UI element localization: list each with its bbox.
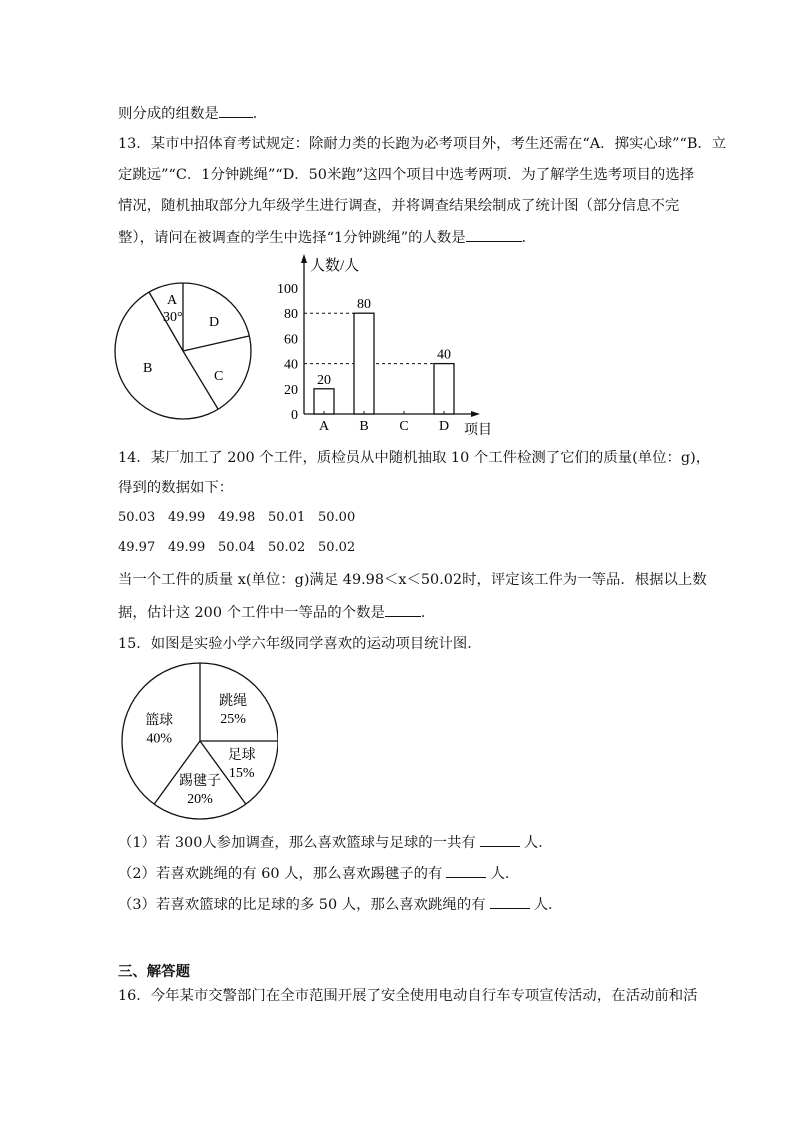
q15-title: 15．如图是实验小学六年级同学喜欢的运动项目统计图． xyxy=(118,636,482,652)
pie-slice-label: 踢毽子 xyxy=(179,773,221,789)
answer-blank[interactable] xyxy=(219,103,253,118)
pie-slice-percent: 40% xyxy=(146,731,173,747)
x-axis-label: 项目 xyxy=(464,423,492,438)
pie-slice-percent: 20% xyxy=(187,791,213,807)
q14-data-row-1: 50.03 49.99 49.98 50.01 50.00 xyxy=(118,510,356,525)
pie-label-a-angle: 30° xyxy=(163,310,183,325)
pie-divider-c-b xyxy=(183,351,218,409)
q15-sub-2: （2）若喜欢跳绳的有 60 人，那么喜欢踢毽子的有 人． xyxy=(118,863,519,884)
bar-value-label: 40 xyxy=(437,347,451,363)
q13-line-2: 定跳远”“C．1分钟跳绳”“D．50米跑”这四个项目中选考两项．为了解学生选考项目的选择 xyxy=(118,167,695,183)
q12-tail-line: 则分成的组数是 ． xyxy=(118,103,267,124)
bar-D xyxy=(434,364,454,414)
y-tick-label: 40 xyxy=(284,357,298,373)
q15-sub-1: （1）若 300人参加调查，那么喜欢篮球与足球的一共有 人． xyxy=(118,832,553,853)
pie-label-b: B xyxy=(143,361,153,376)
q13-pie-chart xyxy=(112,280,262,430)
pie-divider-d-c xyxy=(183,336,249,351)
y-tick-label: 0 xyxy=(291,408,298,423)
q15-pie-chart xyxy=(118,662,278,822)
y-axis-arrow xyxy=(301,254,307,263)
x-tick-label: A xyxy=(318,419,330,434)
bar-B xyxy=(354,313,374,414)
y-tick-label: 20 xyxy=(284,382,298,398)
q14-line-3: 当一个工件的质量 x(单位：g)满足 49.98＜x＜50.02时，评定该工件为一等品．根据以上数 xyxy=(118,572,707,588)
q13-line-3: 情况，随机抽取部分九年级学生进行调查，并将调查结果绘制成了统计图（部分信息不完 xyxy=(118,198,680,214)
x-tick-label: C xyxy=(399,419,409,434)
y-tick-label: 80 xyxy=(284,307,298,323)
answer-blank[interactable] xyxy=(446,863,486,878)
pie-label-a: A xyxy=(167,293,178,308)
y-tick-label: 100 xyxy=(277,282,298,297)
y-axis-label: 人数/人 xyxy=(310,258,360,274)
pie-slice-label: 足球 xyxy=(227,748,256,764)
q13-line-4: 整），请问在被调查的学生中选择“1分钟跳绳”的人数是 ． xyxy=(118,227,536,248)
q15-sub-3: （3）若喜欢篮球的比足球的多 50 人，那么喜欢跳绳的有 人． xyxy=(118,894,562,915)
q13-line-1: 13．某市中招体育考试规定：除耐力类的长跑为必考项目外，考生还需在“A．掷实心球”“B．立 xyxy=(118,136,727,152)
answer-blank[interactable] xyxy=(490,894,530,909)
answer-blank[interactable] xyxy=(466,227,522,242)
answer-blank[interactable] xyxy=(480,832,520,847)
section-title: 三、解答题 xyxy=(118,963,190,980)
pie-label-c: C xyxy=(214,369,224,384)
x-tick-label: D xyxy=(438,419,450,434)
q16-line-1: 16．今年某市交警部门在全市范围开展了安全使用电动自行车专项宣传活动，在活动前和活 xyxy=(118,988,698,1004)
x-axis-arrow xyxy=(471,411,480,417)
answer-blank[interactable] xyxy=(385,602,421,617)
x-tick-label: B xyxy=(359,419,369,434)
q13-bar-chart xyxy=(270,250,502,440)
q14-line-4: 据，估计这 200 个工件中一等品的个数是 ． xyxy=(118,602,435,623)
q14-line-2: 得到的数据如下： xyxy=(118,480,234,496)
y-tick-label: 60 xyxy=(284,332,298,348)
pie-slice-percent: 15% xyxy=(228,766,255,782)
pie-label-d: D xyxy=(209,315,220,330)
bar-value-label: 20 xyxy=(317,372,331,388)
q14-data-row-2: 49.97 49.99 50.04 50.02 50.02 xyxy=(118,540,356,555)
bar-A xyxy=(314,389,334,414)
bar-value-label: 80 xyxy=(357,297,371,313)
pie-slice-label: 篮球 xyxy=(145,713,174,729)
pie-slice-percent: 25% xyxy=(220,711,246,727)
q14-line-1: 14．某厂加工了 200 个工件，质检员从中随机抽取 10 个工件检测了它们的质量(单位：g)， xyxy=(118,450,711,466)
pie-slice-label: 跳绳 xyxy=(219,693,248,709)
